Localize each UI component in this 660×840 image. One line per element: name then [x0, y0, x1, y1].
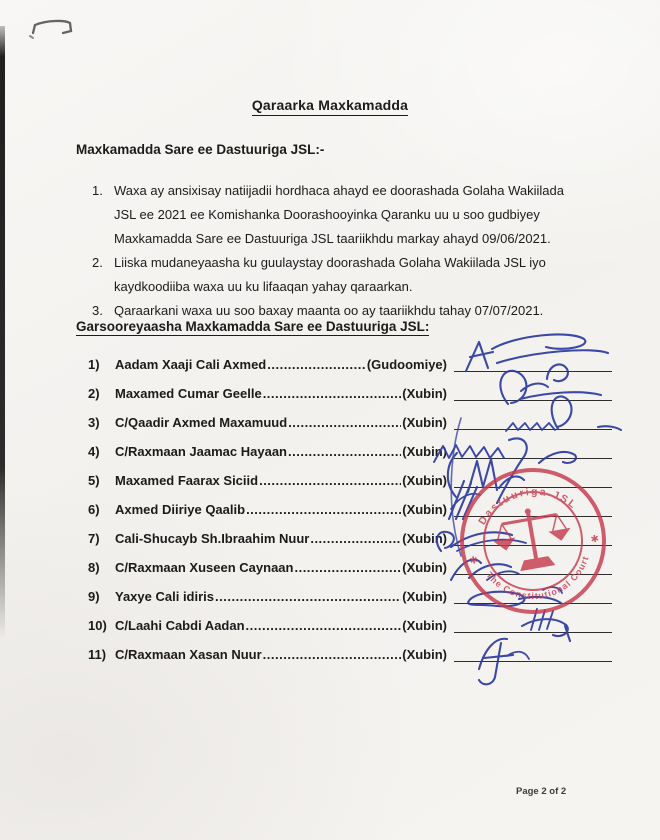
judge-number: 8)	[88, 560, 100, 575]
judge-number: 9)	[88, 589, 100, 604]
resolution-text: Qaraarkani waxa uu soo baxay maanta oo ay taariikhdu tahay 07/07/2021.	[114, 303, 544, 318]
judge-role: (Xubin)	[402, 531, 447, 546]
scan-edge-shadow	[0, 26, 5, 638]
judge-role: (Gudoomiye)	[366, 357, 447, 372]
signature-line	[454, 630, 612, 633]
stamp-bottom-text: The Constitutional Court	[484, 554, 591, 602]
judge-number: 7)	[88, 531, 100, 546]
judges-heading-text: Garsooreyaasha Maxkamadda Sare ee Dastuuriga JSL:	[76, 319, 430, 334]
signature-line	[454, 543, 612, 546]
dot-leader	[246, 502, 401, 517]
judge-number: 6)	[88, 502, 100, 517]
dot-leader	[263, 647, 402, 662]
judge-role: (Xubin)	[402, 444, 447, 459]
signature-line	[454, 514, 612, 517]
dot-leader	[246, 618, 402, 633]
dot-leader	[310, 531, 401, 546]
signature-line	[454, 485, 612, 488]
judge-name: Cali-Shucayb Sh.Ibraahim Nuur	[115, 531, 310, 546]
stamp-star-left-icon: ✱	[468, 554, 479, 568]
resolution-item	[92, 179, 592, 251]
judge-row	[88, 517, 612, 546]
judge-number: 5)	[88, 473, 100, 488]
judge-role: (Xubin)	[402, 560, 447, 575]
judge-name: Axmed Diiriye Qaalib	[115, 502, 246, 517]
signature-line	[454, 369, 612, 372]
judges-heading	[76, 319, 429, 334]
resolution-item	[92, 251, 592, 299]
judge-role: (Xubin)	[402, 647, 447, 662]
judge-name: Maxamed Faarax Siciid	[115, 473, 259, 488]
judge-role: (Xubin)	[402, 618, 447, 633]
resolutions-list	[92, 179, 592, 323]
judge-name: C/Raxmaan Xuseen Caynaan	[115, 560, 294, 575]
resolution-text: Waxa ay ansixisay natiijadii hordhaca ahayd ee doorashada Golaha Wakiilada JSL ee 2021 ee Komishanka Doorashooyinka Qaranku uu u soo gudbiyey Maxkamadda Sare ee Dastuuriga JSL taariikhdu markay ahayd 09/06/2021.	[114, 183, 564, 246]
judge-row	[88, 459, 612, 488]
page-number: Page 2 of 2	[516, 786, 567, 797]
judge-role: (Xubin)	[402, 473, 447, 488]
judge-number: 3)	[88, 415, 100, 430]
dot-leader	[215, 589, 401, 604]
judge-number: 10)	[88, 618, 107, 633]
judge-row	[88, 546, 612, 575]
signature-line	[454, 572, 612, 575]
judge-role: (Xubin)	[402, 502, 447, 517]
signature-line	[454, 398, 612, 401]
judge-name: Maxamed Cumar Geelle	[115, 386, 262, 401]
judge-row	[88, 430, 612, 459]
judge-row	[88, 401, 612, 430]
judge-row	[88, 488, 612, 517]
signature-line	[454, 659, 612, 662]
stamp-star-right-icon: ✱	[589, 533, 601, 546]
judges-list	[88, 343, 612, 662]
dot-leader	[263, 386, 402, 401]
document-title	[0, 97, 660, 113]
judge-number: 1)	[88, 357, 100, 372]
resolution-number: 1.	[92, 183, 103, 198]
signature-line	[454, 456, 612, 459]
judge-number: 11)	[88, 647, 107, 662]
staple-mark	[25, 10, 105, 50]
judge-name: C/Qaadir Axmed Maxamuud	[115, 415, 288, 430]
dot-leader	[288, 415, 401, 430]
judge-name: Aadam Xaaji Cali Axmed	[115, 357, 267, 372]
judge-name: Yaxye Cali idiris	[115, 589, 215, 604]
judge-row	[88, 604, 612, 633]
judge-row	[88, 575, 612, 604]
resolution-number: 3.	[92, 303, 103, 318]
resolution-number: 2.	[92, 255, 103, 270]
judge-role: (Xubin)	[402, 415, 447, 430]
stamp-top-text: Dastuuriga JSL	[476, 485, 580, 528]
judge-row	[88, 343, 612, 372]
document-title-text: Qaraarka Maxkamadda	[252, 97, 408, 116]
judge-name: C/Raxmaan Xasan Nuur	[115, 647, 262, 662]
judge-name: C/Raxmaan Jaamac Hayaan	[115, 444, 287, 459]
judge-role: (Xubin)	[402, 589, 447, 604]
judge-row	[88, 633, 612, 662]
judge-number: 4)	[88, 444, 100, 459]
judge-row	[88, 372, 612, 401]
salutation-line: Maxkamadda Sare ee Dastuuriga JSL:-	[76, 142, 325, 157]
resolution-text: Liiska mudaneyaasha ku guulaystay doorashada Golaha Wakiilada JSL iyo kaydkoodiiba waxa uu ku lifaaqan yahay qaraarkan.	[114, 255, 546, 294]
judge-name: C/Laahi Cabdi Aadan	[115, 618, 245, 633]
dot-leader	[267, 357, 366, 372]
judge-role: (Xubin)	[402, 386, 447, 401]
signature-line	[454, 601, 612, 604]
dot-leader	[259, 473, 401, 488]
dot-leader	[294, 560, 401, 575]
judge-number: 2)	[88, 386, 100, 401]
signature-line	[454, 427, 612, 430]
dot-leader	[288, 444, 401, 459]
